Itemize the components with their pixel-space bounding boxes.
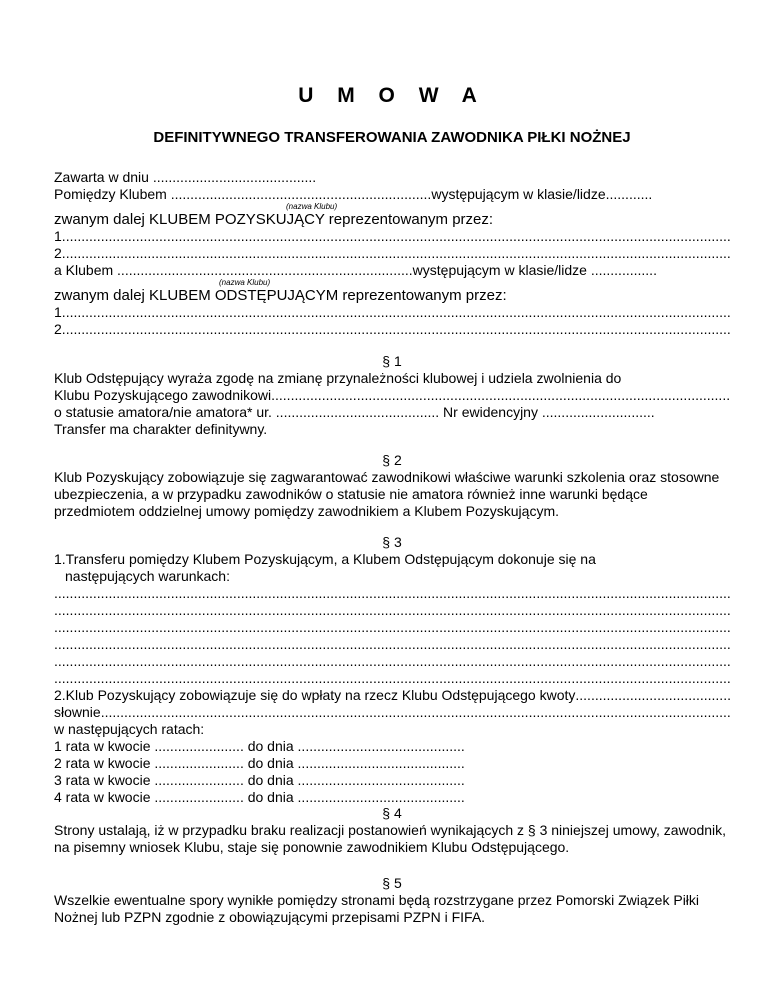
section-3-point-2-text: 2.Klub Pozyskujący zobowiązuje się do wpłaty na rzecz Klubu Odstępującego kwoty [54,687,576,703]
section-4 [54,805,730,856]
pomiedzy-line [54,186,730,203]
rep-number: 1. [54,228,66,244]
section-3-heading: § 3 [382,534,402,550]
section-4-text: Strony ustalają, iż w przypadku braku realizacji postanowień wynikających z § 3 niniejszej umowy, zawodnik, na pisemny wniosek Klubu, staje się ponownie zawodnikiem Klubu Odstępującego. [54,822,727,855]
raty-intro: w następujących ratach: [54,721,205,737]
rep-odstepujacy-2 [54,321,730,338]
parties-section [54,169,730,338]
rep-number: 1. [54,304,66,320]
conditions-line [54,602,730,619]
section-3-point-1: 1.Transferu pomiędzy Klubem Pozyskującym, a Klubem Odstępującym dokonuje się na [54,551,596,567]
slownie-line [54,704,730,721]
rata-line: 2 rata w kwocie ....................... do dnia ........................................... [54,755,465,771]
conditions-line [54,636,730,653]
zwanym-pozyskujacy: zwanym dalej KLUBEM POZYSKUJĄCY reprezentowanym przez: [54,211,494,228]
section-3-point-1-cont: następujących warunkach: [65,568,230,584]
conditions-line [54,585,730,602]
section-4-heading: § 4 [382,805,402,821]
a-klubem-line [54,262,730,279]
section-1-line-4: Transfer ma charakter definitywny. [54,421,268,437]
slownie-label: słownie [54,704,101,720]
conditions-line [54,670,730,687]
a-klubem-prefix: a Klubem ............................................................................ [54,262,413,278]
section-1-heading: § 1 [382,353,402,369]
a-klubem-suffix: występującym w klasie/lidze ................. [412,262,657,278]
conditions-line [54,653,730,670]
rata-line: 1 rata w kwocie ....................... do dnia ........................................... [54,738,465,754]
zawarta-line: Zawarta w dniu .......................................... [54,169,317,185]
rata-line: 4 rata w kwocie ....................... do dnia ........................................... [54,789,465,805]
rep-odstepujacy-1 [54,304,730,321]
nazwa-klubu-caption-2: (nazwa Klubu) [219,278,271,287]
section-1-line-1: Klub Odstępujący wyraża zgodę na zmianę przynależności klubowej i udziela zwolnienia do [54,370,622,386]
nazwa-klubu-caption-1: (nazwa Klubu) [286,202,338,211]
section-2-text: Klub Pozyskujący zobowiązuje się zagwarantować zawodnikowi właściwe warunki szkolenia oraz stosowne ubezpieczenia, a w przypadku zawodników o statusie nie amatora również inne warunki będące przedmiotem oddzielnej umowy pomiędzy zawodnikiem a Klubem Pozyskującym. [54,469,720,519]
section-1 [54,353,730,438]
section-3-point-2 [54,687,730,704]
section-1-line-2 [54,387,730,404]
rata-line: 3 rata w kwocie ....................... do dnia ........................................... [54,772,465,788]
section-5-text: Wszelkie ewentualne spory wynikłe pomiędzy stronami będą rozstrzygane przez Pomorski Związek Piłki Nożnej lub PZPN zgodnie z obowiązującymi przepisami PZPN i FIFA. [54,892,700,925]
zwanym-odstepujacy: zwanym dalej KLUBEM ODSTĘPUJĄCYM reprezentowanym przez: [54,287,507,304]
section-2 [54,452,730,520]
section-1-line-3: o statusie amatora/nie amatora* ur. .......................................... Nr ewidencyjny ............................. [54,404,655,420]
document-title: U M O W A [298,84,486,107]
rep-number: 2. [54,245,66,261]
pomiedzy-suffix: występującym w klasie/lidze............ [431,186,653,202]
section-2-heading: § 2 [382,452,402,468]
section-1-line-2-text: Klubu Pozyskującego zawodnikowi [54,387,272,403]
section-5 [54,875,730,926]
document-subtitle: DEFINITYWNEGO TRANSFEROWANIA ZAWODNIKA PIŁKI NOŻNEJ [153,129,631,146]
section-3 [54,534,730,806]
conditions-line [54,619,730,636]
pomiedzy-prefix: Pomiędzy Klubem ................................................................... [54,186,432,202]
section-5-heading: § 5 [382,875,402,891]
rep-number: 2. [54,321,66,337]
rep-pozyskujacy-2 [54,245,730,262]
rep-pozyskujacy-1 [54,228,730,245]
